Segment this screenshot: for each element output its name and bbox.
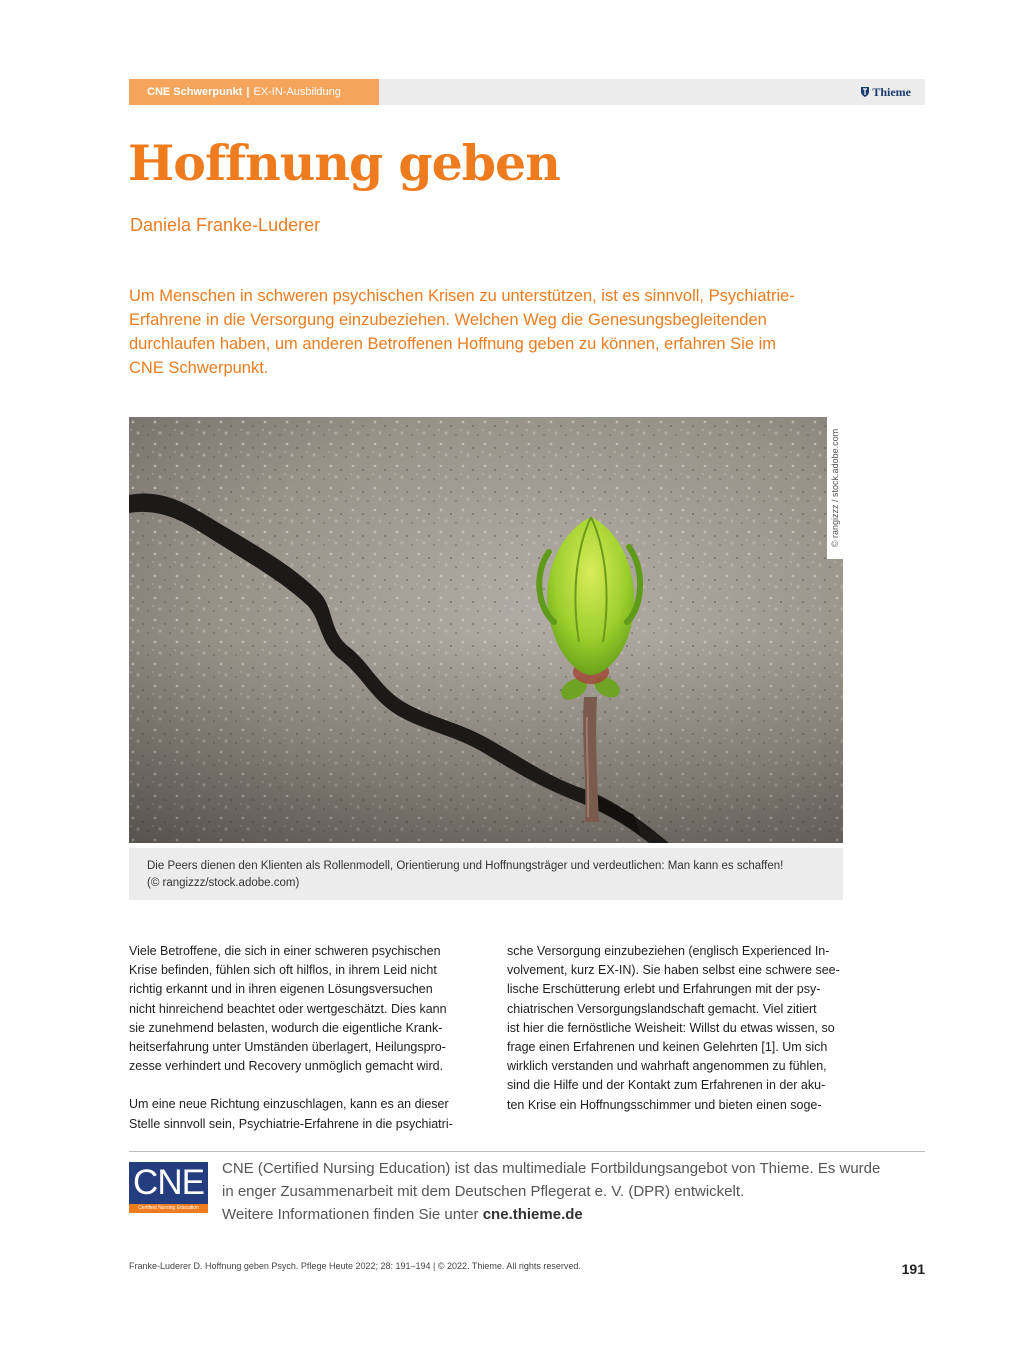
photo-seedling-in-asphalt: [129, 417, 843, 843]
body-line: Um eine neue Richtung einzuschlagen, kann es an dieser: [129, 1097, 449, 1112]
body-line: wirklich verstanden und wahrhaft angenommen zu fühlen,: [507, 1059, 827, 1074]
cne-logo-subtitle: Certified Nursing Education: [129, 1204, 208, 1213]
cne-logo: [129, 1162, 208, 1213]
page-number: 191: [901, 1261, 925, 1277]
section-category: CNE Schwerpunkt: [147, 86, 243, 98]
publisher-name: Thieme: [872, 85, 911, 99]
cne-info-prefix: Weitere Informationen finden Sie unter: [222, 1206, 483, 1223]
body-column-right: [507, 942, 845, 1115]
article-lead: [129, 284, 849, 380]
body-line: richtig erkannt und in ihren eigenen Lösungsversuchen: [129, 982, 433, 997]
thieme-emblem-icon: [860, 86, 870, 98]
body-line: heitserfahrung unter Umständen überlagert, Heilungspro-: [129, 1040, 446, 1055]
paragraph-gap: [129, 1076, 467, 1095]
cne-logo-text: CNE: [133, 1163, 204, 1202]
body-line: Viele Betroffene, die sich in einer schweren psychischen: [129, 944, 441, 958]
section-separator: |: [246, 86, 250, 98]
image-credit-text: © rangizzz / stock.adobe.com: [830, 428, 840, 548]
cne-info-line: [222, 1203, 922, 1226]
figure-caption: [129, 848, 843, 900]
lead-line: Um Menschen in schweren psychischen Krisen zu unterstützen, ist es sinnvoll, Psychiatrie-: [129, 287, 795, 305]
lead-line: Erfahrene in die Versorgung einzubeziehen. Welchen Weg die Genesungsbegleitenden: [129, 311, 767, 329]
caption-line: Die Peers dienen den Klienten als Rollenmodell, Orientierung und Hoffnungsträger und verdeutlichen: Man kann es schaffen!: [147, 860, 784, 872]
article-photo: [129, 417, 843, 843]
body-line: sie zunehmend belasten, wodurch die eigentliche Krank-: [129, 1020, 443, 1035]
article-author: Daniela Franke-Luderer: [130, 215, 321, 235]
body-line: frage einen Erfahrenen und keinen Gelehrten [1]. Um sich: [507, 1040, 828, 1055]
body-line: nicht hinreichend beachtet oder wertgeschätzt. Dies kann: [129, 1001, 447, 1016]
cne-link[interactable]: cne.thieme.de: [482, 1206, 583, 1223]
caption-line: (© rangizzz/stock.adobe.com): [147, 877, 300, 889]
body-line: zesse verhindert und Recovery unmöglich gemacht wird.: [129, 1059, 444, 1074]
cne-info-line: CNE (Certified Nursing Education) ist das multimediale Fortbildungsangebot von Thieme. Es wurde: [222, 1160, 881, 1177]
body-column-left: [129, 942, 467, 1134]
body-line: Krise befinden, fühlen sich oft hilflos, in ihrem Leid nicht: [129, 963, 437, 978]
body-line: volvement, kurz EX-IN). Sie haben selbst eine schwere see-: [507, 963, 840, 978]
divider: [129, 1151, 925, 1152]
running-header: [129, 79, 925, 105]
publisher-logo: [860, 79, 911, 105]
body-line: sche Versorgung einzubeziehen (englisch Experienced In-: [507, 944, 830, 958]
footer-citation: Franke-Luderer D. Hoffnung geben Psych. Pflege Heute 2022; 28: 191–194 | © 2022. Thieme. All rights reserved.: [129, 1261, 581, 1271]
section-topic: EX-IN-Ausbildung: [253, 86, 341, 98]
body-line: lische Erschütterung erlebt und Erfahrungen mit der psy-: [507, 982, 821, 997]
body-line: ten Krise ein Hoffnungsschimmer und bieten einen soge-: [507, 1097, 822, 1112]
body-line: ist hier die fernöstliche Weisheit: Willst du etwas wissen, so: [507, 1020, 835, 1035]
article-title: Hoffnung geben: [128, 134, 560, 192]
lead-line: durchlaufen haben, um anderen Betroffenen Hoffnung geben zu können, erfahren Sie im: [129, 335, 777, 353]
body-line: sind die Hilfe und der Kontakt zum Erfahrenen in der aku-: [507, 1078, 826, 1093]
lead-line: CNE Schwerpunkt.: [129, 359, 269, 377]
body-line: Stelle sinnvoll sein, Psychiatrie-Erfahrene in die psychiatri-: [129, 1116, 453, 1131]
section-tag: [129, 79, 379, 105]
cne-info-line: in enger Zusammenarbeit mit dem Deutschen Pflegerat e. V. (DPR) entwickelt.: [222, 1183, 745, 1200]
image-credit: [827, 417, 843, 559]
body-line: chiatrischen Versorgungslandschaft gemacht. Viel zitiert: [507, 1001, 817, 1016]
cne-info: [222, 1157, 922, 1226]
